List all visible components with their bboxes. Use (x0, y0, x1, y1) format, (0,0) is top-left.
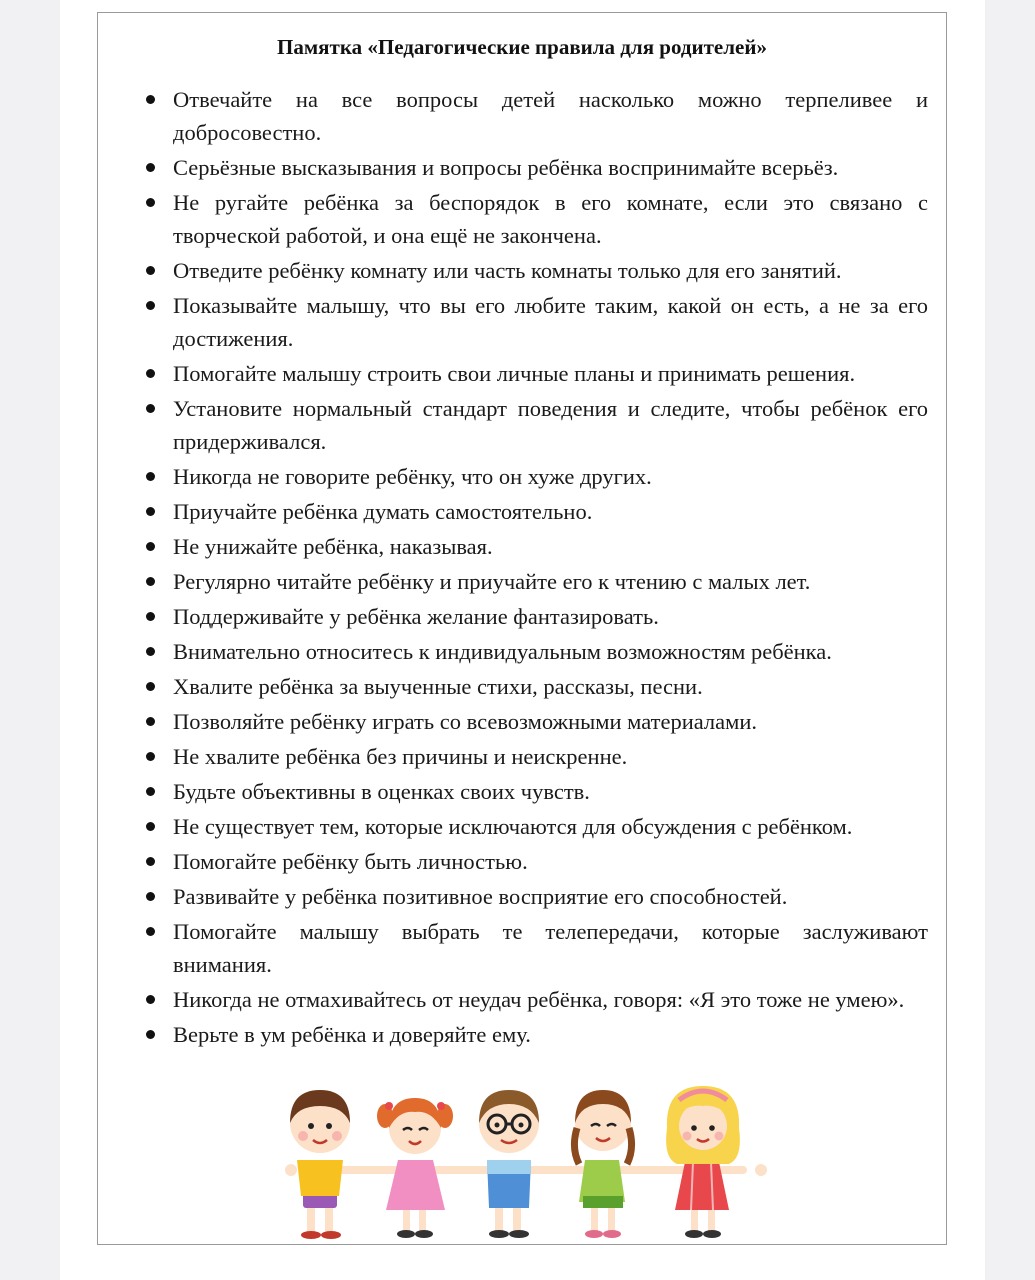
rule-item: Отведите ребёнку комнату или часть комнаты только для его занятий. (138, 254, 928, 287)
rule-item: Установите нормальный стандарт поведения и следите, чтобы ребёнок его придерживался. (138, 392, 928, 458)
rule-item: Помогайте малышу выбрать те телепередачи, которые заслуживают внимания. (138, 915, 928, 981)
rule-item: Никогда не говорите ребёнку, что он хуже других. (138, 460, 928, 493)
rule-item: Регулярно читайте ребёнку и приучайте его к чтению с малых лет. (138, 565, 928, 598)
child-3 (479, 1090, 539, 1238)
rules-list (138, 83, 928, 1053)
rule-item: Отвечайте на все вопросы детей насколько можно терпеливее и добросовестно. (138, 83, 928, 149)
rule-item: Внимательно относитесь к индивидуальным возможностям ребёнка. (138, 635, 928, 668)
rule-item: Показывайте малышу, что вы его любите таким, какой он есть, а не за его достижения. (138, 289, 928, 355)
document-page (97, 12, 947, 1245)
viewer-right-margin (985, 0, 1035, 1280)
document-title: Памятка «Педагогические правила для родителей» (277, 35, 767, 59)
child-4 (574, 1090, 631, 1238)
rule-item: Не унижайте ребёнка, наказывая. (138, 530, 928, 563)
rule-item: Помогайте ребёнку быть личностью. (138, 845, 928, 878)
rule-item: Позволяйте ребёнку играть со всевозможными материалами. (138, 705, 928, 738)
rule-item: Никогда не отмахивайтесь от неудач ребёнка, говоря: «Я это тоже не умею». (138, 983, 928, 1016)
rule-item: Не ругайте ребёнка за беспорядок в его комнате, если это связано с творческой работой, и она ещё не закончена. (138, 186, 928, 252)
rule-item: Не существует тем, которые исключаются для обсуждения с ребёнком. (138, 810, 928, 843)
rule-item: Серьёзные высказывания и вопросы ребёнка воспринимайте всерьёз. (138, 151, 928, 184)
viewer-left-margin (0, 0, 60, 1280)
rule-item: Будьте объективны в оценках своих чувств. (138, 775, 928, 808)
rule-item: Развивайте у ребёнка позитивное восприятие его способностей. (138, 880, 928, 913)
child-5 (666, 1086, 740, 1238)
rule-item: Приучайте ребёнка думать самостоятельно. (138, 495, 928, 528)
rule-item: Верьте в ум ребёнка и доверяйте ему. (138, 1018, 928, 1051)
child-1 (290, 1090, 350, 1239)
rule-item: Помогайте малышу строить свои личные планы и принимать решения. (138, 357, 928, 390)
rule-item: Не хвалите ребёнка без причины и неискренне. (138, 740, 928, 773)
children-illustration (273, 1078, 783, 1248)
rule-item: Поддерживайте у ребёнка желание фантазировать. (138, 600, 928, 633)
rule-item: Хвалите ребёнка за выученные стихи, рассказы, песни. (138, 670, 928, 703)
